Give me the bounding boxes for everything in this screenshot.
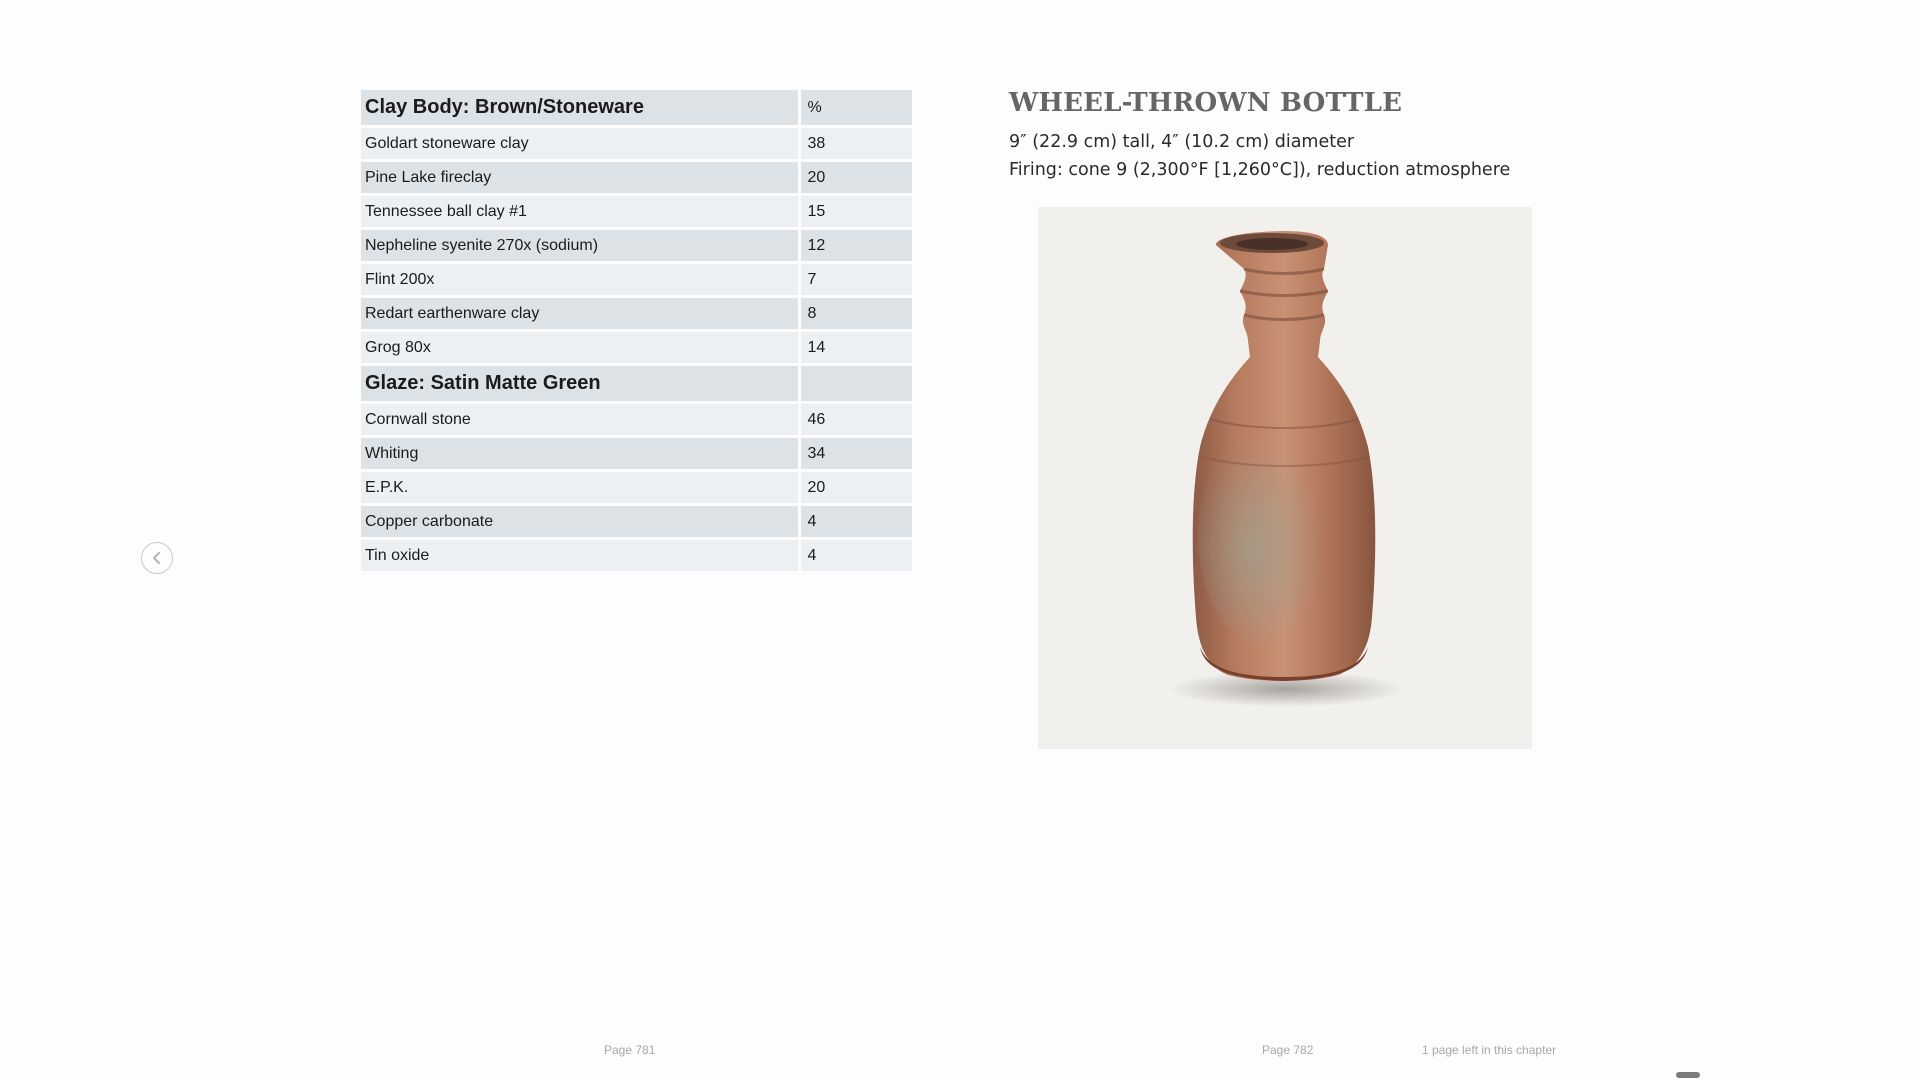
bottle-photo bbox=[1038, 207, 1532, 749]
ingredient-name: Copper carbonate bbox=[361, 506, 798, 537]
ingredient-percent: 20 bbox=[801, 472, 912, 503]
clay-body-heading: Clay Body: Brown/Stoneware bbox=[361, 90, 798, 125]
ingredient-name: Nepheline syenite 270x (sodium) bbox=[361, 230, 798, 261]
ingredient-name: E.P.K. bbox=[361, 472, 798, 503]
ingredient-name: Cornwall stone bbox=[361, 404, 798, 435]
table-row bbox=[361, 472, 912, 503]
ingredient-name: Redart earthenware clay bbox=[361, 298, 798, 329]
table-row bbox=[361, 128, 912, 159]
table-row bbox=[361, 298, 912, 329]
chapter-pages-remaining: 1 page left in this chapter bbox=[1422, 1043, 1557, 1057]
recipe-table bbox=[361, 87, 912, 574]
ingredient-name: Flint 200x bbox=[361, 264, 798, 295]
ingredient-percent: 4 bbox=[801, 540, 912, 571]
table-row bbox=[361, 264, 912, 295]
piece-dimensions: 9″ (22.9 cm) tall, 4″ (10.2 cm) diameter bbox=[1009, 132, 1355, 152]
ingredient-percent: 15 bbox=[801, 196, 912, 227]
table-row bbox=[361, 438, 912, 469]
glaze-header-row bbox=[361, 366, 912, 401]
ingredient-percent: 4 bbox=[801, 506, 912, 537]
table-row bbox=[361, 506, 912, 537]
piece-firing: Firing: cone 9 (2,300°F [1,260°C]), reduction atmosphere bbox=[1009, 160, 1511, 180]
ingredient-percent: 38 bbox=[801, 128, 912, 159]
ingredient-percent: 12 bbox=[801, 230, 912, 261]
chevron-left-icon bbox=[151, 551, 163, 565]
table-row bbox=[361, 404, 912, 435]
ingredient-percent: 8 bbox=[801, 298, 912, 329]
ingredient-name: Goldart stoneware clay bbox=[361, 128, 798, 159]
ingredient-name: Tennessee ball clay #1 bbox=[361, 196, 798, 227]
ingredient-percent: 34 bbox=[801, 438, 912, 469]
bottle-mouth-inner bbox=[1236, 238, 1308, 250]
table-row bbox=[361, 230, 912, 261]
page-number-right: Page 782 bbox=[1262, 1043, 1314, 1057]
piece-title: WHEEL-THROWN BOTTLE bbox=[1009, 88, 1403, 118]
ingredient-percent: 14 bbox=[801, 332, 912, 363]
table-row bbox=[361, 162, 912, 193]
clay-body-header-row bbox=[361, 90, 912, 125]
ingredient-percent: 7 bbox=[801, 264, 912, 295]
ingredient-percent: 46 bbox=[801, 404, 912, 435]
ingredient-name: Whiting bbox=[361, 438, 798, 469]
percent-column-heading: % bbox=[801, 90, 912, 125]
ingredient-name: Pine Lake fireclay bbox=[361, 162, 798, 193]
glaze-percent-heading bbox=[801, 366, 912, 401]
ingredient-name: Grog 80x bbox=[361, 332, 798, 363]
glaze-heading: Glaze: Satin Matte Green bbox=[361, 366, 798, 401]
page-number-left: Page 781 bbox=[604, 1043, 656, 1057]
table-row bbox=[361, 540, 912, 571]
ingredient-name: Tin oxide bbox=[361, 540, 798, 571]
ingredient-percent: 20 bbox=[801, 162, 912, 193]
table-row bbox=[361, 332, 912, 363]
page-scroll-thumb[interactable] bbox=[1676, 1072, 1700, 1078]
previous-page-button[interactable] bbox=[141, 542, 173, 574]
table-row bbox=[361, 196, 912, 227]
